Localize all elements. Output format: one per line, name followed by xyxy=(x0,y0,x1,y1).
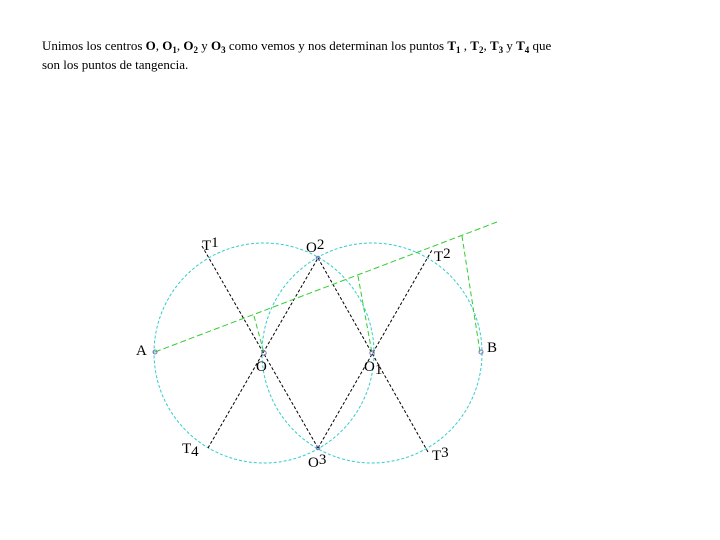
label-t2: T2 xyxy=(434,246,451,265)
label-o3: O3 xyxy=(308,452,327,471)
label-t1: T1 xyxy=(202,235,219,254)
caption-middle: como vemos y nos determinan los puntos xyxy=(225,38,448,53)
caption-sep: , xyxy=(483,38,490,53)
caption-sep: y xyxy=(503,38,517,53)
label-a: A xyxy=(136,343,147,359)
caption-t2: $T_2$ xyxy=(470,38,484,55)
caption-intro: Unimos los centros xyxy=(42,38,146,53)
label-o1: O1 xyxy=(364,359,383,378)
caption-o2: $O_2$ xyxy=(183,38,199,55)
caption-o: O xyxy=(145,38,156,53)
caption-line2: son los puntos de tangencia. xyxy=(42,57,189,72)
label-o2: O2 xyxy=(306,237,325,256)
caption-o1: $O_1$ xyxy=(162,38,177,55)
caption-end: que xyxy=(529,38,552,53)
label-o: O xyxy=(256,359,267,375)
caption-sep: , xyxy=(155,38,163,53)
caption-t1: $T_1$ xyxy=(447,38,461,55)
caption-o3: $O_3$ xyxy=(211,38,226,55)
label-t3: T3 xyxy=(432,445,449,464)
point-b xyxy=(479,350,483,354)
caption-t3: $T_3$ xyxy=(489,38,504,55)
caption-t4: $T_4$ xyxy=(516,38,530,55)
line-t1-o3 xyxy=(202,246,318,448)
label-t4: T4 xyxy=(182,441,199,460)
caption-sep: , xyxy=(460,38,471,53)
perpendicular-o xyxy=(254,316,264,353)
perpendicular-b xyxy=(462,236,480,352)
caption-sep: , xyxy=(176,38,184,53)
label-b: B xyxy=(487,340,498,356)
line-o3-t2 xyxy=(318,250,432,448)
caption-sep: y xyxy=(198,38,212,53)
